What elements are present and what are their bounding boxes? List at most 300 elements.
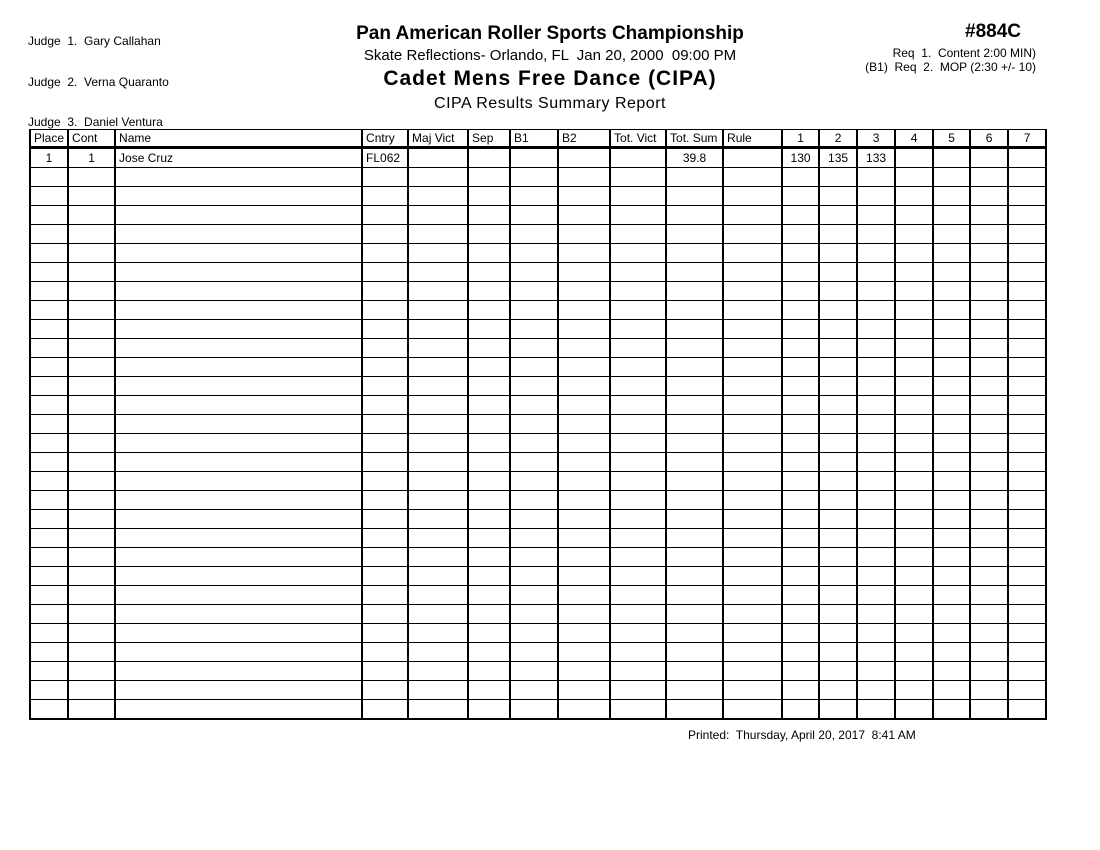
result-cell [666,491,723,510]
result-cell [558,263,610,282]
result-cell [782,320,819,339]
result-cell [115,225,362,244]
result-cell [115,339,362,358]
result-cell [1008,206,1046,225]
result-cell [408,491,468,510]
result-cell [666,510,723,529]
result-cell [610,263,666,282]
result-cell [723,681,782,700]
result-cell [857,681,895,700]
result-cell [115,415,362,434]
result-cell [933,567,970,586]
result-cell [610,187,666,206]
result-cell [610,206,666,225]
empty-row [30,453,1046,472]
result-cell: 1 [30,148,68,168]
empty-row [30,643,1046,662]
result-cell [782,282,819,301]
result-cell [610,567,666,586]
result-cell [468,148,510,168]
result-cell [510,567,558,586]
result-cell [408,282,468,301]
result-cell [1008,681,1046,700]
judge-line-1: Judge 1. Gary Callahan [28,34,161,48]
result-cell [857,339,895,358]
result-cell [510,586,558,605]
result-cell [30,453,68,472]
result-cell [895,624,933,643]
result-cell [408,339,468,358]
result-cell [857,624,895,643]
result-cell [933,643,970,662]
result-cell [510,377,558,396]
result-cell [30,472,68,491]
result-cell [610,358,666,377]
result-cell [362,510,408,529]
result-cell [115,206,362,225]
result-cell [970,681,1008,700]
result-cell [468,225,510,244]
result-cell [468,320,510,339]
result-cell [30,491,68,510]
result-cell [933,700,970,720]
result-cell [115,282,362,301]
result-cell [970,168,1008,187]
empty-row [30,301,1046,320]
result-cell [970,624,1008,643]
result-cell [819,472,857,491]
result-cell [970,320,1008,339]
result-cell [782,263,819,282]
result-cell [408,187,468,206]
result-cell [1008,605,1046,624]
empty-row [30,244,1046,263]
result-cell [933,263,970,282]
result-cell [857,567,895,586]
column-header-4: 4 [895,130,933,148]
result-cell [819,339,857,358]
result-cell [933,548,970,567]
result-cell [666,263,723,282]
result-cell [68,377,115,396]
result-cell [666,206,723,225]
result-cell [468,681,510,700]
result-cell [723,206,782,225]
result-cell [68,301,115,320]
result-cell [819,358,857,377]
result-cell: 39.8 [666,148,723,168]
judge-line-3: Judge 3. Daniel Ventura [28,115,163,129]
result-cell [408,301,468,320]
result-cell [857,396,895,415]
result-cell [895,681,933,700]
empty-row [30,567,1046,586]
result-cell [895,396,933,415]
result-cell [857,320,895,339]
result-cell [115,168,362,187]
result-cell [933,662,970,681]
result-cell [1008,624,1046,643]
result-cell [895,491,933,510]
result-cell [895,415,933,434]
result-cell [857,700,895,720]
result-cell [723,320,782,339]
result-cell [468,586,510,605]
result-cell [558,415,610,434]
result-cell [510,510,558,529]
result-cell [857,282,895,301]
result-cell [115,529,362,548]
result-cell [895,206,933,225]
result-cell [1008,415,1046,434]
result-cell [895,605,933,624]
result-cell [970,643,1008,662]
result-cell [468,472,510,491]
result-cell [362,282,408,301]
result-cell [68,548,115,567]
result-cell [666,700,723,720]
result-cell [30,377,68,396]
result-cell [408,320,468,339]
result-cell [970,548,1008,567]
result-cell [468,453,510,472]
result-cell [666,282,723,301]
result-cell [68,491,115,510]
result-cell [115,567,362,586]
result-cell [819,643,857,662]
result-cell [30,282,68,301]
result-cell [857,415,895,434]
result-cell [782,662,819,681]
result-cell [723,301,782,320]
result-cell [819,415,857,434]
result-cell [782,301,819,320]
result-cell [895,244,933,263]
result-cell [819,263,857,282]
empty-row [30,168,1046,187]
result-cell [857,225,895,244]
result-cell [610,472,666,491]
result-cell [970,263,1008,282]
result-cell [723,282,782,301]
result-cell [558,548,610,567]
result-cell [558,396,610,415]
result-cell [933,586,970,605]
result-cell [115,187,362,206]
result-cell [115,244,362,263]
result-cell [468,643,510,662]
result-cell [68,567,115,586]
result-cell [362,491,408,510]
result-cell [782,567,819,586]
result-cell: 133 [857,148,895,168]
result-cell [895,567,933,586]
result-cell [857,358,895,377]
result-cell [782,377,819,396]
result-cell [115,662,362,681]
result-cell [115,358,362,377]
result-cell [895,168,933,187]
result-cell [970,282,1008,301]
result-cell [362,377,408,396]
result-cell [510,605,558,624]
result-cell [1008,548,1046,567]
result-cell [723,510,782,529]
result-cell [362,700,408,720]
result-cell [408,510,468,529]
result-cell [933,206,970,225]
result-cell [115,491,362,510]
result-cell [782,225,819,244]
result-cell [610,643,666,662]
result-cell [933,434,970,453]
result-cell [610,453,666,472]
result-cell [30,567,68,586]
result-cell [819,282,857,301]
result-cell [30,586,68,605]
result-cell [510,206,558,225]
result-cell [933,244,970,263]
result-cell [610,662,666,681]
result-cell [68,643,115,662]
result-cell [1008,358,1046,377]
result-cell: 135 [819,148,857,168]
result-cell [666,681,723,700]
result-cell [970,510,1008,529]
result-cell [723,700,782,720]
result-cell [895,339,933,358]
result-cell [510,643,558,662]
result-cell [408,567,468,586]
result-cell [895,586,933,605]
result-cell [782,187,819,206]
empty-row [30,510,1046,529]
empty-row [30,491,1046,510]
result-cell [610,700,666,720]
result-cell [1008,491,1046,510]
result-cell [970,339,1008,358]
result-cell [819,491,857,510]
empty-row [30,700,1046,720]
result-cell [933,282,970,301]
result-cell [68,358,115,377]
result-cell [362,339,408,358]
result-cell [558,662,610,681]
result-cell [362,358,408,377]
result-cell [68,605,115,624]
result-cell [362,434,408,453]
result-cell [857,244,895,263]
result-cell [510,529,558,548]
result-cell [362,187,408,206]
result-cell [610,605,666,624]
result-cell [895,643,933,662]
result-cell [510,472,558,491]
result-cell [408,225,468,244]
result-cell [558,586,610,605]
result-cell [819,225,857,244]
result-cell [819,187,857,206]
empty-row [30,434,1046,453]
result-cell [408,643,468,662]
empty-row [30,548,1046,567]
result-cell [666,605,723,624]
result-cell [723,396,782,415]
empty-row [30,605,1046,624]
result-cell [468,282,510,301]
result-cell [723,148,782,168]
result-cell [895,529,933,548]
empty-row [30,282,1046,301]
result-cell [895,700,933,720]
result-cell [408,434,468,453]
column-header-6: 6 [970,130,1008,148]
result-cell [1008,301,1046,320]
result-cell [558,643,610,662]
result-cell [610,377,666,396]
result-cell [970,396,1008,415]
result-cell [468,548,510,567]
result-cell [68,681,115,700]
result-cell [933,510,970,529]
result-cell [30,263,68,282]
result-cell [1008,263,1046,282]
result-cell [933,358,970,377]
result-cell [970,529,1008,548]
result-cell [1008,453,1046,472]
result-cell [895,282,933,301]
result-cell [510,662,558,681]
result-cell [362,529,408,548]
result-cell [362,548,408,567]
result-cell [857,662,895,681]
column-header-b2: B2 [558,130,610,148]
result-cell [510,700,558,720]
result-cell [30,624,68,643]
result-cell [510,187,558,206]
result-cell [1008,472,1046,491]
result-cell [68,700,115,720]
result-cell [408,148,468,168]
result-cell [819,301,857,320]
result-cell [30,168,68,187]
result-cell [933,529,970,548]
judge-line-2: Judge 2. Verna Quaranto [28,74,169,89]
result-cell [723,263,782,282]
result-cell [558,567,610,586]
result-cell [30,358,68,377]
column-header-cntry: Cntry [362,130,408,148]
result-cell [468,168,510,187]
result-cell [819,605,857,624]
result-cell [610,624,666,643]
result-cell [30,529,68,548]
result-cell [933,377,970,396]
result-cell [610,320,666,339]
column-header-2: 2 [819,130,857,148]
result-cell [510,396,558,415]
result-cell [510,453,558,472]
result-cell [362,586,408,605]
result-cell [468,339,510,358]
result-cell [723,453,782,472]
result-cell [408,168,468,187]
result-cell [558,453,610,472]
result-row [30,148,1046,168]
empty-row [30,225,1046,244]
result-cell [408,396,468,415]
result-cell [782,681,819,700]
column-header-5: 5 [933,130,970,148]
column-header-3: 3 [857,130,895,148]
result-cell [68,168,115,187]
result-cell [68,339,115,358]
result-cell [857,529,895,548]
result-cell [610,510,666,529]
result-cell [1008,148,1046,168]
result-cell [1008,529,1046,548]
result-cell [30,662,68,681]
result-cell [558,339,610,358]
result-cell [30,339,68,358]
result-cell [723,643,782,662]
empty-row [30,339,1046,358]
result-cell [510,491,558,510]
event-number: #884C [965,21,1021,42]
championship-title: Pan American Roller Sports Championship [356,23,744,44]
result-cell [857,605,895,624]
result-cell [468,244,510,263]
result-cell [115,301,362,320]
result-cell [970,605,1008,624]
result-cell [558,187,610,206]
result-cell [408,244,468,263]
result-cell [362,624,408,643]
column-header-tot-sum: Tot. Sum [666,130,723,148]
result-cell [558,529,610,548]
result-cell [30,301,68,320]
result-cell [30,320,68,339]
result-cell [610,168,666,187]
result-cell [666,339,723,358]
result-cell [468,301,510,320]
result-cell [857,453,895,472]
result-cell [115,605,362,624]
result-cell [115,453,362,472]
result-cell [68,662,115,681]
empty-row [30,529,1046,548]
column-header-1: 1 [782,130,819,148]
result-cell [558,320,610,339]
result-cell [782,206,819,225]
result-cell [468,434,510,453]
result-cell [666,643,723,662]
result-cell [1008,320,1046,339]
result-cell [1008,643,1046,662]
result-cell [408,586,468,605]
result-cell [857,434,895,453]
result-cell [933,339,970,358]
result-cell [723,434,782,453]
result-cell [933,605,970,624]
result-cell [30,206,68,225]
result-cell [933,681,970,700]
result-cell [362,301,408,320]
result-cell [68,434,115,453]
result-cell [558,168,610,187]
result-cell [782,244,819,263]
empty-row [30,586,1046,605]
